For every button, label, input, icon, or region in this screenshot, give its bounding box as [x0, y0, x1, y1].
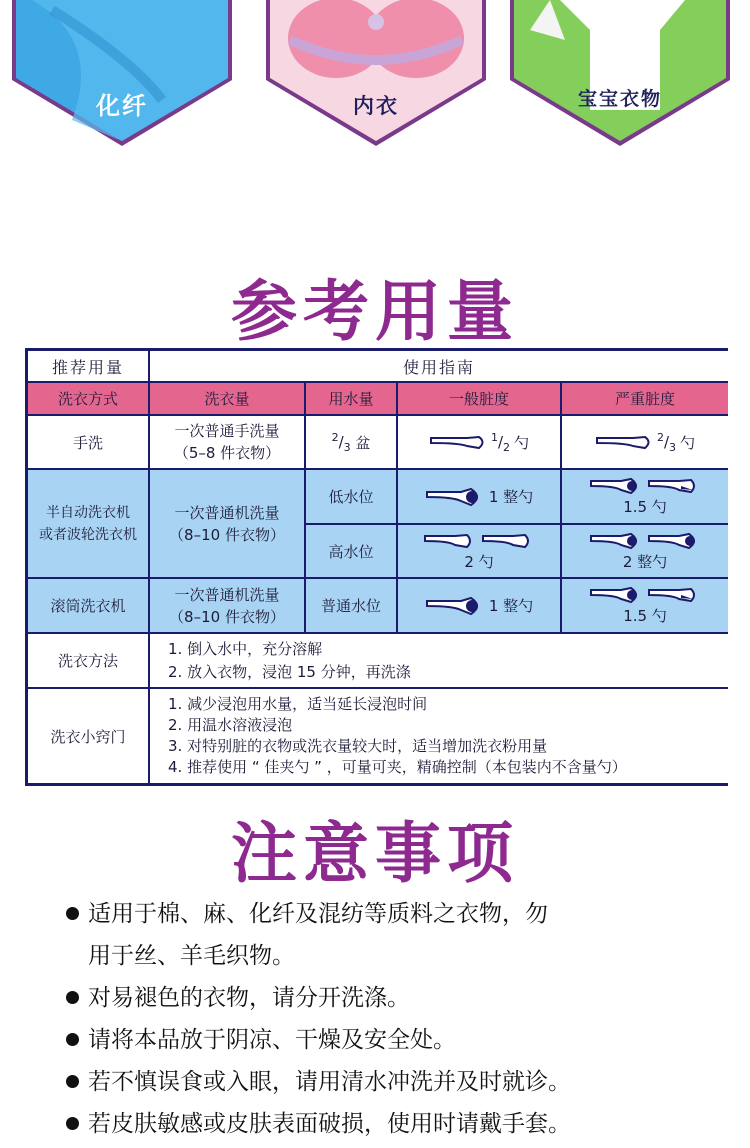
table-title-right: 使用指南 — [150, 351, 728, 383]
note-item: 请将本品放于阴凉、干燥及安全处。 — [66, 1019, 706, 1061]
row-semi-low-water: 低水位 — [306, 470, 398, 525]
bullet-icon — [66, 1117, 79, 1130]
tile-label: 内衣 — [353, 94, 399, 118]
method-line: 1. 倒入水中，充分溶解 — [168, 639, 323, 658]
row-hand-normal: $^1/_2$ 勺 — [398, 416, 562, 470]
row-hand-heavy: $^2/_3$ 勺 — [562, 416, 728, 470]
amount-line: （5–8 件衣物） — [173, 444, 281, 462]
row-semi-low-normal: 1 整勺 — [398, 470, 562, 525]
notes-heading: 注意事项 — [231, 815, 519, 892]
tile-synthetic — [12, 0, 232, 146]
row-drum-heavy: 1.5 勺 — [562, 579, 728, 634]
tile-label: 宝宝衣物 — [577, 88, 662, 110]
spoon-full-icon — [425, 595, 485, 617]
note-item: 适用于棉、麻、化纤及混纺等质料之衣物，勿 — [66, 893, 706, 935]
header-heavy-dirt: 严重脏度 — [562, 383, 728, 416]
method-lines — [150, 634, 728, 689]
row-hand-amount — [150, 416, 306, 470]
row-semi-method: 半自动洗衣机 或者波轮洗衣机 — [28, 470, 150, 579]
tips-label: 洗衣小窍门 — [28, 689, 150, 783]
spoon-half-icon — [647, 585, 701, 605]
tip-line: 2. 用温水溶液浸泡 — [168, 716, 293, 734]
usage-table — [25, 348, 728, 786]
row-hand-method: 手洗 — [28, 416, 150, 470]
bullet-icon — [66, 1033, 79, 1046]
header-method: 洗衣方式 — [28, 383, 150, 416]
row-drum-method: 滚筒洗衣机 — [28, 579, 150, 634]
row-hand-water: $^2/_3$ 盆 — [306, 416, 398, 470]
row-drum-amount: 一次普通机洗量 （8–10 件衣物） — [150, 579, 306, 634]
header-water: 用水量 — [306, 383, 398, 416]
underwear-icon — [266, 0, 486, 146]
method-line: 2. 放入衣物，浸泡 15 分钟，再洗涤 — [168, 662, 411, 681]
spoon-full-icon — [589, 531, 643, 551]
row-semi-high-water: 高水位 — [306, 525, 398, 579]
tile-underwear — [266, 0, 486, 146]
note-item: 若皮肤敏感或皮肤表面破损，使用时请戴手套。 — [66, 1103, 706, 1145]
note-item-continuation: 用于丝、羊毛织物。 — [88, 943, 295, 969]
row-drum-water: 普通水位 — [306, 579, 398, 634]
row-semi-amount: 一次普通机洗量 （8–10 件衣物） — [150, 470, 306, 579]
bullet-icon — [66, 1075, 79, 1088]
spoon-icon — [423, 531, 477, 551]
fabric-swatch-icon — [12, 0, 232, 146]
tip-line: 4. 推荐使用 “ 佳夹勺 ” ，可量可夹，精确控制（本包装内不含量勺） — [168, 758, 627, 776]
header-normal-dirt: 一般脏度 — [398, 383, 562, 416]
spoon-half-icon — [647, 476, 701, 496]
fabric-tiles — [0, 0, 750, 150]
row-semi-high-normal: 2 勺 — [398, 525, 562, 579]
header-amount: 洗衣量 — [150, 383, 306, 416]
tips-lines — [150, 689, 728, 783]
spoon-full-icon — [589, 476, 643, 496]
spoon-icon — [595, 433, 653, 451]
bullet-icon — [66, 991, 79, 1004]
tip-line: 3. 对特别脏的衣物或洗衣量较大时，适当增加洗衣粉用量 — [168, 737, 548, 755]
spoon-icon — [481, 531, 535, 551]
note-item: 对易褪色的衣物，请分开洗涤。 — [66, 977, 706, 1019]
row-semi-high-heavy: 2 整勺 — [562, 525, 728, 579]
usage-heading: 参考用量 — [231, 273, 519, 350]
row-semi-low-heavy: 1.5 勺 — [562, 470, 728, 525]
note-item: 若不慎误食或入眼，请用清水冲洗并及时就诊。 — [66, 1061, 706, 1103]
amount-line: 一次普通手洗量 — [174, 422, 280, 440]
baby-clothes-icon — [510, 0, 730, 146]
tip-line: 1. 减少浸泡用水量，适当延长浸泡时间 — [168, 695, 428, 713]
spoon-icon — [429, 433, 487, 451]
table-title-left: 推荐用量 — [28, 351, 150, 383]
tile-label: 化纤 — [96, 92, 148, 120]
method-label: 洗衣方法 — [28, 634, 150, 689]
tile-baby-clothes — [510, 0, 730, 146]
row-drum-normal: 1 整勺 — [398, 579, 562, 634]
spoon-full-icon — [647, 531, 701, 551]
spoon-full-icon — [425, 486, 485, 508]
fraction: $^2/_3$ — [331, 430, 351, 454]
notes-list — [66, 893, 706, 1145]
spoon-full-icon — [589, 585, 643, 605]
bullet-icon — [66, 907, 79, 920]
